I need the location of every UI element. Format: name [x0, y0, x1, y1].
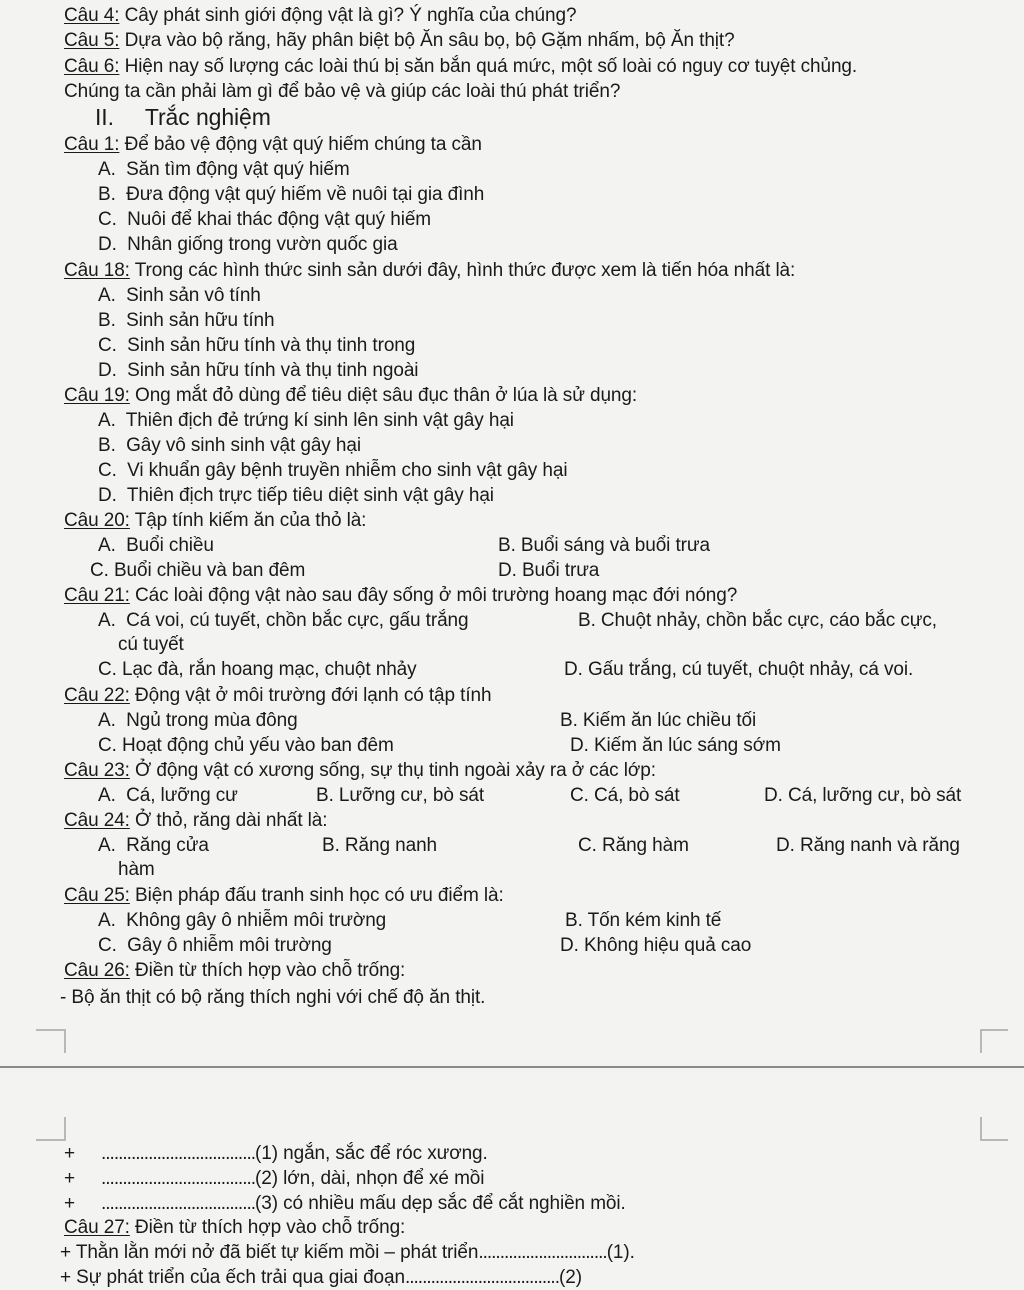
blank-text: (3) có nhiều mấu dẹp sắc để cắt nghiền mồi. — [255, 1193, 626, 1214]
option-b: B. Răng nanh — [322, 835, 437, 856]
question-text: Ong mắt đỏ dùng để tiêu diệt sâu đục thân ở lúa là sử dụng: — [129, 385, 638, 406]
question-label: Câu 21: — [64, 585, 130, 606]
option-a: A. Thiên địch đẻ trứng kí sinh lên sinh vật gây hại — [98, 410, 514, 431]
blank-text: (1) ngắn, sắc để róc xương. — [255, 1143, 488, 1164]
option-a: A. Cá voi, cú tuyết, chồn bắc cực, gấu trắng — [98, 610, 469, 631]
option-a: A. Ngủ trong mùa đông — [98, 710, 298, 731]
blank-number: (2) — [559, 1267, 582, 1288]
option-d: D. Buổi trưa — [498, 560, 600, 581]
page-corner-mark — [980, 1117, 1008, 1141]
option-d: D. Không hiệu quả cao — [560, 935, 752, 956]
option-d: D. Gấu trắng, cú tuyết, chuột nhảy, cá voi. — [564, 659, 914, 680]
essay-question-6-continued: Chúng ta cần phải làm gì để bảo vệ và giúp các loài thú phát triển? — [64, 81, 621, 102]
option-d: D. Răng nanh và răng — [776, 835, 960, 856]
option-a-continued: cú tuyết — [118, 634, 184, 655]
option-b: B. Kiếm ăn lúc chiều tối — [560, 710, 757, 731]
bullet: + — [64, 1193, 75, 1214]
option-b: B. Sinh sản hữu tính — [98, 310, 275, 331]
question-text: Dựa vào bộ răng, hãy phân biệt bộ Ăn sâu bọ, bộ Gặm nhấm, bộ Ăn thịt? — [119, 30, 735, 51]
option-c: C. Buổi chiều và ban đêm — [90, 560, 306, 581]
blank-number: (1). — [606, 1242, 635, 1263]
question-19 — [64, 384, 637, 408]
blank-line: .................................... — [101, 1193, 256, 1214]
question-label: Câu 26: — [64, 960, 130, 981]
option-b: B. Đưa động vật quý hiếm về nuôi tại gia đình — [98, 184, 485, 205]
question-label: Câu 24: — [64, 810, 130, 831]
question-label: Câu 19: — [64, 385, 130, 406]
option-c: C. Nuôi để khai thác động vật quý hiếm — [98, 209, 432, 230]
fill-in-blank-5 — [60, 1266, 582, 1290]
fill-in-blank-2 — [64, 1167, 484, 1191]
option-b: B. Buổi sáng và buổi trưa — [498, 535, 710, 556]
section-title: II. Trắc nghiệm — [95, 104, 271, 130]
question-20 — [64, 509, 366, 533]
essay-question-5 — [64, 29, 735, 53]
question-text: Ở động vật có xương sống, sự thụ tinh ngoài xảy ra ở các lớp: — [129, 760, 656, 781]
option-c: C. Gây ô nhiễm môi trường — [98, 935, 332, 956]
question-label: Câu 6: — [64, 56, 120, 77]
option-d-continued: hàm — [118, 859, 155, 880]
blank-line: .................................... — [101, 1143, 256, 1164]
question-text: Để bảo vệ động vật quý hiếm chúng ta cần — [119, 134, 482, 155]
blank-text: + Thằn lằn mới nở đã biết tự kiếm mồi – phát triển — [60, 1242, 479, 1263]
question-text: Hiện nay số lượng các loài thú bị săn bắn quá mức, một số loài có nguy cơ tuyệt chủng. — [119, 56, 858, 77]
option-d: D. Cá, lưỡng cư, bò sát — [764, 785, 962, 806]
option-c: C. Sinh sản hữu tính và thụ tinh trong — [98, 335, 416, 356]
fill-in-statement: - Bộ ăn thịt có bộ răng thích nghi với chế độ ăn thịt. — [60, 987, 486, 1008]
page-corner-mark — [980, 1029, 1008, 1053]
question-label: Câu 27: — [64, 1217, 130, 1238]
option-d: D. Kiếm ăn lúc sáng sớm — [570, 735, 781, 756]
question-21 — [64, 584, 737, 608]
option-a: A. Buổi chiều — [98, 535, 214, 556]
option-b: B. Chuột nhảy, chồn bắc cực, cáo bắc cực, — [578, 610, 937, 631]
blank-text: (2) lớn, dài, nhọn để xé mồi — [255, 1168, 485, 1189]
question-label: Câu 18: — [64, 260, 130, 281]
question-text: Biện pháp đấu tranh sinh học có ưu điểm là: — [129, 885, 504, 906]
essay-question-4 — [64, 4, 576, 28]
blank-line: .............................. — [478, 1242, 607, 1263]
bullet: + — [64, 1168, 75, 1189]
question-23 — [64, 759, 656, 783]
question-text: Trong các hình thức sinh sản dưới đây, hình thức được xem là tiến hóa nhất là: — [129, 260, 796, 281]
question-text: Cây phát sinh giới động vật là gì? Ý nghĩa của chúng? — [119, 5, 577, 26]
question-text: Động vật ở môi trường đới lạnh có tập tính — [129, 685, 492, 706]
question-27 — [64, 1216, 405, 1240]
question-label: Câu 5: — [64, 30, 120, 51]
fill-in-blank-3 — [64, 1192, 626, 1216]
page-corner-mark — [36, 1117, 66, 1141]
blank-text: + Sự phát triển của ếch trải qua giai đoạn — [60, 1267, 405, 1288]
question-label: Câu 4: — [64, 5, 120, 26]
option-a: A. Săn tìm động vật quý hiếm — [98, 159, 350, 180]
option-c: C. Lạc đà, rắn hoang mạc, chuột nhảy — [98, 659, 417, 680]
question-text: Ở thỏ, răng dài nhất là: — [129, 810, 328, 831]
question-label: Câu 22: — [64, 685, 130, 706]
blank-line: .................................... — [101, 1168, 256, 1189]
option-d: D. Sinh sản hữu tính và thụ tinh ngoài — [98, 360, 419, 381]
fill-in-blank-4 — [60, 1241, 635, 1265]
fill-in-blank-1 — [64, 1142, 488, 1166]
question-18 — [64, 259, 795, 283]
question-label: Câu 20: — [64, 510, 130, 531]
option-c: C. Hoạt động chủ yếu vào ban đêm — [98, 735, 394, 756]
question-text: Điền từ thích hợp vào chỗ trống: — [129, 1217, 406, 1238]
page-break-divider — [0, 1066, 1024, 1068]
question-text: Các loài động vật nào sau đây sống ở môi trường hoang mạc đới nóng? — [129, 585, 738, 606]
option-a: A. Cá, lưỡng cư — [98, 785, 238, 806]
question-24 — [64, 809, 327, 833]
option-b: B. Gây vô sinh sinh vật gây hại — [98, 435, 361, 456]
question-text: Điền từ thích hợp vào chỗ trống: — [129, 960, 406, 981]
option-b: B. Tốn kém kinh tế — [565, 910, 722, 931]
question-22 — [64, 684, 491, 708]
option-c: C. Răng hàm — [578, 835, 689, 856]
question-label: Câu 25: — [64, 885, 130, 906]
option-a: A. Sinh sản vô tính — [98, 285, 261, 306]
essay-question-6 — [64, 55, 857, 79]
option-c: C. Cá, bò sát — [570, 785, 680, 806]
option-d: D. Nhân giống trong vườn quốc gia — [98, 234, 398, 255]
question-26 — [64, 959, 405, 983]
option-c: C. Vi khuẩn gây bệnh truyền nhiễm cho sinh vật gây hại — [98, 460, 568, 481]
option-a: A. Không gây ô nhiễm môi trường — [98, 910, 387, 931]
option-b: B. Lưỡng cư, bò sát — [316, 785, 485, 806]
question-label: Câu 23: — [64, 760, 130, 781]
question-label: Câu 1: — [64, 134, 120, 155]
bullet: + — [64, 1143, 75, 1164]
question-1 — [64, 133, 482, 157]
blank-line: .................................... — [404, 1267, 559, 1288]
option-d: D. Thiên địch trực tiếp tiêu diệt sinh vật gây hại — [98, 485, 494, 506]
question-text: Tập tính kiếm ăn của thỏ là: — [129, 510, 367, 531]
option-a: A. Răng cửa — [98, 835, 209, 856]
question-25 — [64, 884, 504, 908]
page-corner-mark — [36, 1029, 66, 1053]
